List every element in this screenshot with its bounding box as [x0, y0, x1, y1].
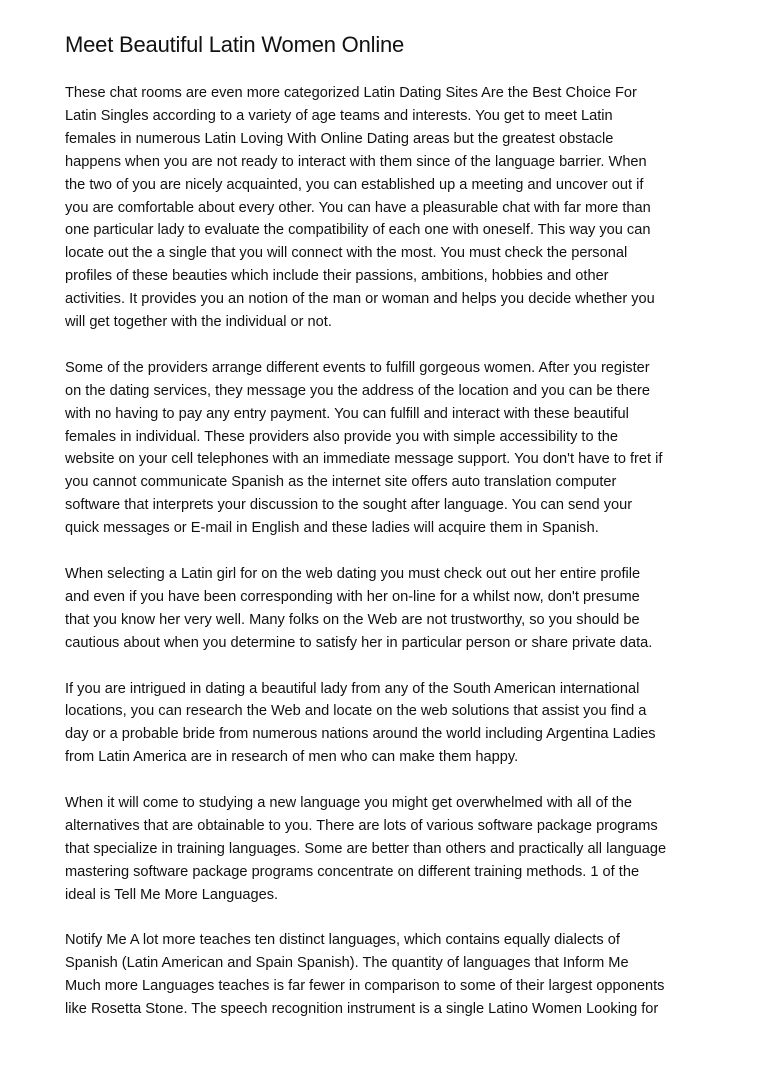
text-line: will get together with the individual or not.	[65, 314, 332, 331]
text-line: Some of the providers arrange different events to fulfill gorgeous women. After you register	[65, 359, 650, 376]
text-line: locations, you can research the Web and locate on the web solutions that assist you find a	[65, 703, 647, 720]
text-line: you cannot communicate Spanish as the internet site offers auto translation computer	[65, 474, 617, 491]
paragraph-5	[65, 792, 715, 907]
text-line: one particular lady to evaluate the compatibility of each one with oneself. This way you can	[65, 222, 651, 239]
text-line: activities. It provides you an notion of the man or woman and helps you decide whether you	[65, 291, 655, 308]
text-line: on the dating services, they message you the address of the location and you can be there	[65, 382, 650, 399]
paragraph-4	[65, 678, 715, 770]
text-line: mastering software package programs concentrate on different training methods. 1 of the	[65, 863, 640, 880]
text-line: like Rosetta Stone. The speech recognition instrument is a single Latino Women Looking for	[65, 1001, 659, 1018]
paragraph-1	[65, 82, 715, 334]
text-line: profiles of these beauties which include their passions, ambitions, hobbies and other	[65, 268, 609, 285]
text-line: Latin Singles according to a variety of age teams and interests. You get to meet Latin	[65, 107, 613, 124]
text-line: website on your cell telephones with an immediate message support. You don't have to fret if	[65, 451, 663, 468]
paragraph-2	[65, 357, 715, 540]
text-line: software that interprets your discussion to the sought after language. You can send your	[65, 497, 633, 514]
text-line: When it will come to studying a new language you might get overwhelmed with all of the	[65, 795, 633, 812]
text-line: alternatives that are obtainable to you. There are lots of various software package programs	[65, 817, 658, 834]
text-line: the two of you are nicely acquainted, you can established up a meeting and uncover out if	[65, 176, 644, 193]
page-title: Meet Beautiful Latin Women Online	[65, 32, 405, 57]
text-line: These chat rooms are even more categorized Latin Dating Sites Are the Best Choice For	[65, 85, 637, 101]
text-line: quick messages or E-mail in English and these ladies will acquire them in Spanish.	[65, 520, 599, 537]
text-line: that specialize in training languages. Some are better than others and practically all language	[65, 840, 667, 857]
text-line: and even if you have been corresponding with her on-line for a whilst now, don't presume	[65, 588, 640, 605]
paragraph-3	[65, 563, 715, 655]
text-line: that you know her very well. Many folks on the Web are not trustworthy, so you should be	[65, 611, 640, 628]
text-line: If you are intrigued in dating a beautiful lady from any of the South American international	[65, 680, 640, 697]
text-line: females in individual. These providers also provide you with simple accessibility to the	[65, 428, 618, 445]
text-line: cautious about when you determine to satisfy her in particular person or share private data.	[65, 634, 653, 651]
text-line: with no having to pay any entry payment. You can fulfill and interact with these beautiful	[65, 405, 629, 422]
document-page	[65, 30, 715, 1044]
text-line: day or a probable bride from numerous nations around the world including Argentina Ladies	[65, 726, 656, 743]
text-line: you are comfortable about every other. You can have a pleasurable chat with far more than	[65, 199, 651, 216]
text-line: ideal is Tell Me More Languages.	[65, 886, 279, 903]
text-line: locate out the a single that you will connect with the most. You must check the personal	[65, 245, 628, 262]
text-line: happens when you are not ready to interact with them since of the language barrier. When	[65, 153, 647, 170]
text-line: Notify Me A lot more teaches ten distinct languages, which contains equally dialects of	[65, 932, 620, 949]
text-line: from Latin America are in research of men who can make them happy.	[65, 749, 519, 766]
text-line: Much more Languages teaches is far fewer in comparison to some of their largest opponents	[65, 978, 665, 995]
text-line: When selecting a Latin girl for on the web dating you must check out out her entire profile	[65, 566, 641, 582]
text-line: Spanish (Latin American and Spain Spanish). The quantity of languages that Inform Me	[65, 955, 629, 972]
paragraph-6	[65, 929, 715, 1021]
text-line: females in numerous Latin Loving With Online Dating areas but the greatest obstacle	[65, 130, 614, 147]
